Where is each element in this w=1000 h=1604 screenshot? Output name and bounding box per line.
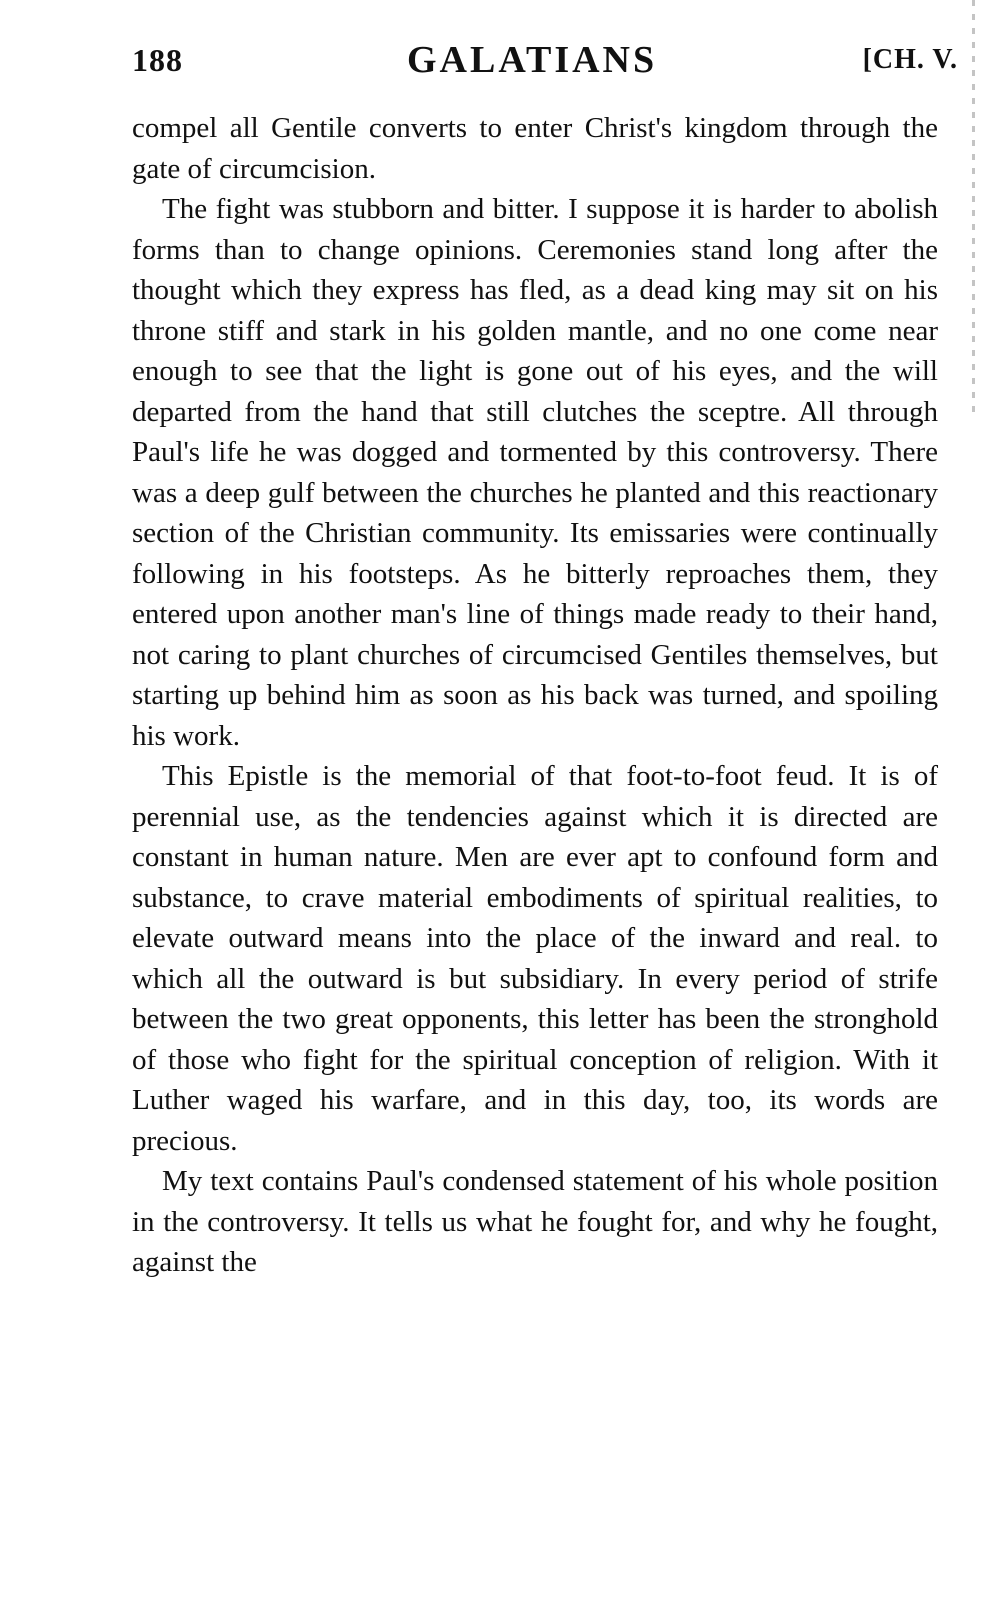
paragraph-continuation: compel all Gentile converts to enter Christ's kingdom through the gate of circumcision. [132, 112, 938, 185]
body-text [132, 108, 938, 1283]
scan-edge-mark [972, 0, 975, 420]
running-title: GALATIANS [407, 39, 658, 81]
paragraph: My text contains Paul's condensed statement of his whole position in the controversy. It tells us what he fought for, and why he fought, against the [132, 1165, 938, 1278]
page-number: 188 [132, 42, 183, 78]
paragraph: This Epistle is the memorial of that foot-to-foot feud. It is of perennial use, as the tendencies against which it is directed are constant in human nature. Men are ever apt to confound form and substance, to crave material embodiments of spiritual realities, to elevate outward means into the place of the inward and real. to which all the outward is but subsidiary. In every period of strife between the two great opponents, this letter has been the stronghold of those who fight for the spiritual conception of religion. With it Luther waged his warfare, and in this day, too, its words are precious. [132, 760, 938, 1157]
running-header [132, 38, 958, 88]
chapter-reference: [CH. V. [862, 44, 958, 75]
paragraph: The fight was stubborn and bitter. I suppose it is harder to abolish forms than to change opinions. Ceremonies stand long after the thought which they express has fled, as a dead king may sit on his throne stiff and stark in his golden mantle, and no one come near enough to see that the light is gone out of his eyes, and the will departed from the hand that still clutches the sceptre. All through Paul's life he was dogged and tormented by this controversy. There was a deep gulf between the churches he planted and this reactionary section of the Christian community. Its emissaries were continually following in his footsteps. As he bitterly reproaches them, they entered upon another man's line of things made ready to their hand, not caring to plant churches of circumcised Gentiles themselves, but starting up behind him as soon as his back was turned, and spoiling his work. [132, 193, 938, 752]
